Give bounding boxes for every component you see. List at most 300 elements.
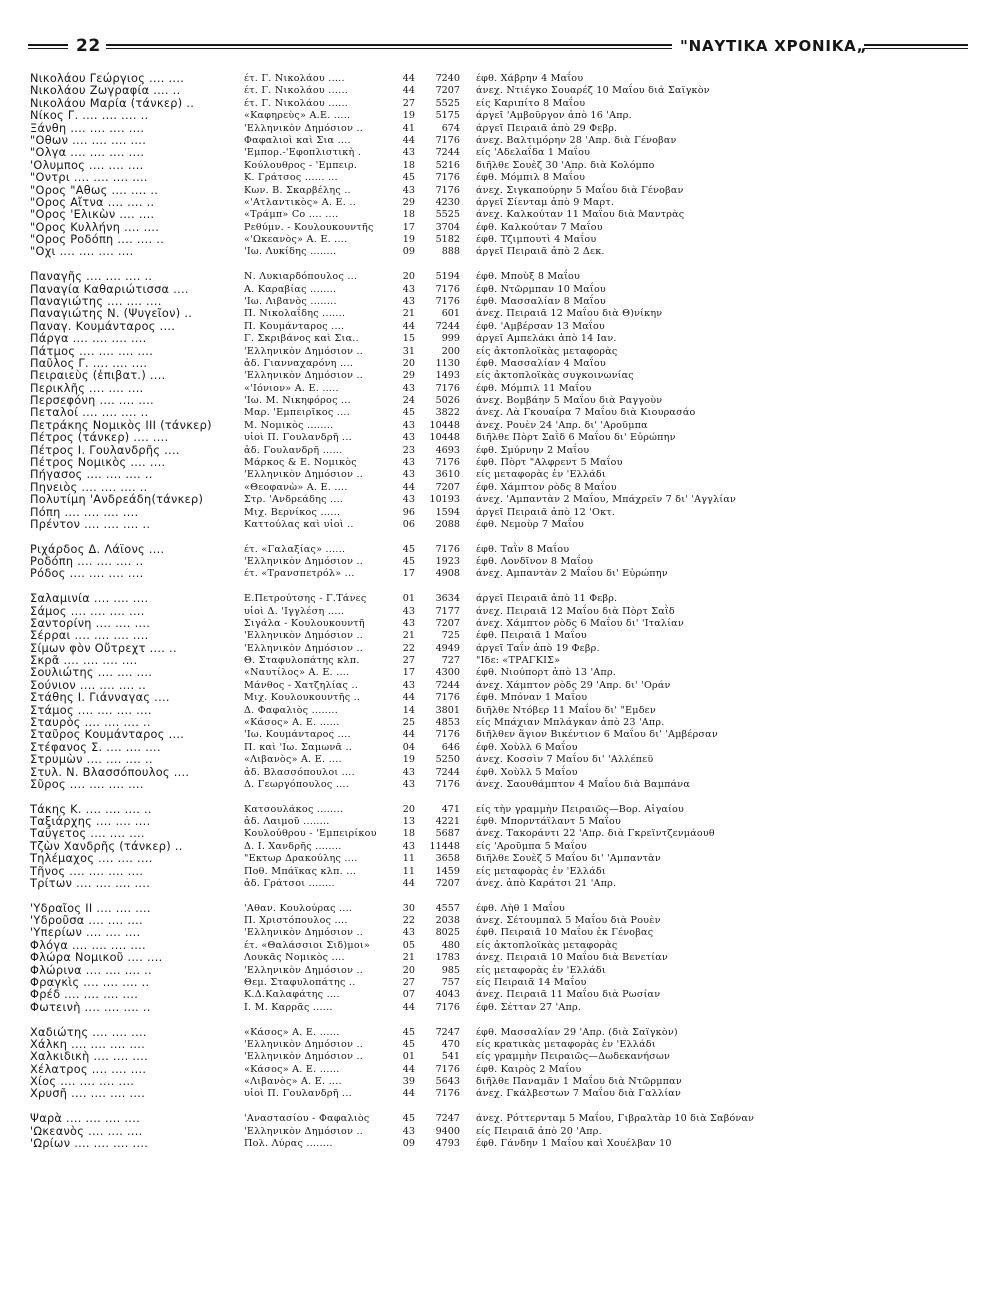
tonnage: 7176 bbox=[435, 1088, 460, 1100]
owner: υἱοὶ Π. Γουλανδρῆ ... bbox=[244, 432, 352, 444]
year-built: 11 bbox=[402, 865, 415, 877]
voyage-status: έφθ. Μασσαλίαν 8 Μαΐου bbox=[476, 295, 606, 307]
ship-name: Περικλῆς .... .... .... bbox=[30, 381, 144, 395]
ship-name: Φρέδ .... .... .... .... bbox=[30, 988, 139, 1002]
voyage-status: είς 'Αροῦμπα 5 Μαΐου bbox=[476, 840, 587, 852]
year-built: 43 bbox=[402, 1125, 415, 1137]
ship-row bbox=[30, 135, 970, 147]
ship-row bbox=[30, 568, 970, 580]
ship-row bbox=[30, 346, 970, 358]
year-built: 44 bbox=[402, 73, 415, 84]
year-built: 27 bbox=[402, 655, 415, 667]
ship-row bbox=[30, 544, 970, 556]
tonnage: 5216 bbox=[435, 159, 460, 171]
ship-row bbox=[30, 705, 970, 717]
ship-row bbox=[30, 729, 970, 741]
ship-row bbox=[30, 1138, 970, 1150]
voyage-status: έφθ. Πὸρτ "Αλφρεντ 5 Μαΐου bbox=[476, 457, 623, 469]
voyage-status: έφθ. 'Αμβέρσαν 13 Μαΐου bbox=[476, 320, 605, 332]
ship-name: Ροδόπη .... .... .... .. bbox=[30, 555, 144, 569]
voyage-status: άνεχ. Βομβάην 5 Μαΐου διὰ Ραγγοὺν bbox=[476, 395, 663, 407]
owner: 'Ελληνικὸν Δημόσιον .. bbox=[244, 1051, 364, 1063]
ship-row bbox=[30, 432, 970, 444]
voyage-status: άνεχ. Σιγκαπούρην 5 Μαΐου διὰ Γένοβαν bbox=[476, 184, 684, 196]
ship-row bbox=[30, 915, 970, 927]
ship-name: Σίμων φὸν Οὔτρεχτ .... .. bbox=[30, 641, 177, 655]
voyage-status: άνεχ. Ρόττερνταμ 5 Μαΐου, Γιβραλτὰρ 10 διὰ Σαβόναν bbox=[476, 1113, 755, 1125]
ship-row bbox=[30, 742, 970, 754]
year-built: 14 bbox=[402, 704, 415, 716]
ship-row bbox=[30, 185, 970, 197]
owner: ἀδ. Λαιμοῦ ........ bbox=[244, 816, 330, 828]
owner: 'Ελληνικὸν Δημόσιον .. bbox=[244, 1038, 364, 1050]
ship-row bbox=[30, 643, 970, 655]
voyage-status: διῆλθε Σουὲζ 30 'Απρ. διὰ Κολόμπο bbox=[476, 159, 655, 171]
ship-row bbox=[30, 407, 970, 419]
year-built: 45 bbox=[402, 172, 415, 184]
ship-row bbox=[30, 667, 970, 679]
voyage-status: άνεχ. Αμπαντὰν 2 Μαΐου δι' Εὐρώπην bbox=[476, 568, 668, 580]
voyage-status: έφθ. Λονδῖνον 8 Μαΐου bbox=[476, 556, 594, 568]
tonnage: 3610 bbox=[435, 469, 460, 481]
year-built: 25 bbox=[402, 717, 415, 729]
ship-row bbox=[30, 1113, 970, 1125]
year-built: 19 bbox=[402, 754, 415, 766]
tonnage: 7247 bbox=[435, 1026, 460, 1038]
ship-name: Ριχάρδος Δ. Λάϊονς .... bbox=[30, 542, 165, 556]
tonnage: 470 bbox=[441, 1038, 460, 1050]
owner: υἱοὶ Π. Γουλανδρῆ ... bbox=[244, 1088, 352, 1100]
ship-row bbox=[30, 680, 970, 692]
tonnage: 1130 bbox=[435, 357, 460, 369]
ship-name: Περσεφόνη .... .... .... bbox=[30, 394, 154, 408]
ship-name: Πέτρος Ι. Γουλανδρῆς .... bbox=[30, 443, 180, 457]
owner: 'Ελληνικὸν Δημόσιον .. bbox=[244, 1125, 364, 1137]
ship-row bbox=[30, 234, 970, 246]
tonnage: 11448 bbox=[429, 840, 460, 852]
tonnage: 5026 bbox=[435, 395, 460, 407]
owner: «'Ατλαντικὸς» Α. Ε. .. bbox=[244, 196, 356, 208]
ship-name: Στρυμὼν .... .... .... .. bbox=[30, 753, 153, 767]
owner: «Κάσος» Α. Ε. ...... bbox=[244, 1063, 340, 1075]
ship-name: Χάλκη .... .... .... .... bbox=[30, 1037, 146, 1051]
ship-name: Σταῦρος Κουμάνταρος .... bbox=[30, 728, 185, 742]
alphabet-section bbox=[30, 903, 970, 1015]
year-built: 27 bbox=[402, 977, 415, 989]
ship-name: Ψαρὰ .... .... .... .... bbox=[30, 1112, 140, 1126]
owner: Π. Νικολαΐδης ....... bbox=[244, 308, 346, 320]
tonnage: 7176 bbox=[435, 543, 460, 555]
year-built: 45 bbox=[402, 556, 415, 568]
owner: Ποθ. Μπάϊκας κλπ. ... bbox=[244, 865, 357, 877]
voyage-status: άνεχ. Γκάλβεστων 7 Μαΐου διὰ Γαλλίαν bbox=[476, 1088, 681, 1100]
tonnage: 674 bbox=[441, 122, 460, 134]
header-rule-right bbox=[864, 44, 968, 49]
ship-row bbox=[30, 977, 970, 989]
tonnage: 7207 bbox=[435, 481, 460, 493]
year-built: 19 bbox=[402, 110, 415, 122]
voyage-status: έφθ. Καιρὸς 2 Μαΐου bbox=[476, 1063, 582, 1075]
tonnage: 7240 bbox=[435, 73, 460, 84]
year-built: 43 bbox=[402, 382, 415, 394]
ship-name: Φωτεινὴ .... .... .... .. bbox=[30, 1000, 151, 1014]
ship-row bbox=[30, 457, 970, 469]
owner: Στρ. 'Ανδρεάδης .... bbox=[244, 494, 344, 506]
owner: Π. καὶ 'Ιω. Σαμωνᾶ .. bbox=[244, 741, 353, 753]
owner: 'Ελληνικὸν Δημόσιον .. bbox=[244, 630, 364, 642]
voyage-status: άργεῖ Σίενταμ ἀπὸ 9 Μαρτ. bbox=[476, 196, 615, 208]
tonnage: 5194 bbox=[435, 271, 460, 283]
ship-row bbox=[30, 1039, 970, 1051]
voyage-status: έφθ. Καλκούταν 7 Μαΐου bbox=[476, 221, 603, 233]
year-built: 17 bbox=[402, 221, 415, 233]
owner: έτ. «Θαλάσσιοι Σιδ)μοι» bbox=[244, 939, 371, 951]
owner: «Τράμπ» Co .... .... bbox=[244, 209, 339, 221]
year-built: 43 bbox=[402, 419, 415, 431]
ship-name: Πηνειὸς .... .... .... .. bbox=[30, 480, 148, 494]
owner: Ν. Λυκιαρδόπουλος ... bbox=[244, 271, 358, 283]
ship-name: Παναγιώτης .... .... .... bbox=[30, 294, 162, 308]
voyage-status: έφθ. Νιούπορτ ἀπὸ 13 'Απρ. bbox=[476, 667, 617, 679]
year-built: 44 bbox=[402, 320, 415, 332]
year-built: 44 bbox=[402, 85, 415, 97]
ship-name: "Ορος Αἴτνα .... .... .. bbox=[30, 195, 155, 209]
year-built: 07 bbox=[402, 989, 415, 1001]
journal-title: "ΝΑΥΤΙΚΑ ΧΡΟΝΙΚΑ„ bbox=[680, 37, 868, 55]
ship-row bbox=[30, 1076, 970, 1088]
voyage-status: έφθ. Σέτταν 27 'Απρ. bbox=[476, 1001, 582, 1013]
ship-name: Τάκης Κ. .... .... .... .. bbox=[30, 802, 152, 816]
owner: Κατσουλάκος ........ bbox=[244, 803, 344, 815]
owner: 'Ιω. Λυκίδης ........ bbox=[244, 246, 337, 258]
owner: «Ναυτίλος» Α. Ε. .... bbox=[244, 667, 350, 679]
tonnage: 999 bbox=[441, 333, 460, 345]
ship-row bbox=[30, 940, 970, 952]
voyage-status: άνεχ. Σέτουμπαλ 5 Μαΐου διὰ Ρουὲν bbox=[476, 915, 661, 927]
ship-name: Πετράκης Νομικὸς ΙΙΙ (τάνκερ) bbox=[30, 418, 212, 432]
owner: 'Ελληνικὸν Δημόσιον .. bbox=[244, 122, 364, 134]
owner: «Κάσος» Α. Ε. ...... bbox=[244, 717, 340, 729]
owner: Ι. Μ. Καρρᾶς ...... bbox=[244, 1001, 333, 1013]
year-built: 17 bbox=[402, 667, 415, 679]
owner: Μάνθος - Χατζηλίας .. bbox=[244, 679, 359, 691]
owner: 'Ελληνικὸν Δημόσιον .. bbox=[244, 964, 364, 976]
ship-name: Τηλέμαχος .... .... .... bbox=[30, 852, 153, 866]
alphabet-section bbox=[30, 1113, 970, 1150]
voyage-status: έφθ. Ντῶρμπαν 10 Μαΐου bbox=[476, 283, 606, 295]
tonnage: 5687 bbox=[435, 828, 460, 840]
ship-name: Χέλατρος .... .... .... bbox=[30, 1062, 147, 1076]
ship-row bbox=[30, 878, 970, 890]
owner: Πολ. Λύρας ........ bbox=[244, 1137, 333, 1149]
voyage-status: διῆλθε Πὸρτ Σαῒδ 6 Μαΐου δι' Εὐρώπην bbox=[476, 432, 676, 444]
tonnage: 5250 bbox=[435, 754, 460, 766]
voyage-status: έφθ. Μποὺξ 8 Μαΐου bbox=[476, 271, 581, 283]
tonnage: 3634 bbox=[435, 593, 460, 605]
year-built: 43 bbox=[402, 840, 415, 852]
voyage-status: είς μεταφορὰς ἐν 'Ελλάδι bbox=[476, 964, 606, 976]
tonnage: 7176 bbox=[435, 1063, 460, 1075]
ship-row bbox=[30, 494, 970, 506]
year-built: 96 bbox=[402, 506, 415, 518]
year-built: 20 bbox=[402, 271, 415, 283]
tonnage: 7177 bbox=[435, 605, 460, 617]
tonnage: 7244 bbox=[435, 320, 460, 332]
owner: υἱοὶ Δ. 'Ιγγλέση ..... bbox=[244, 605, 345, 617]
ship-name: Παῦλος Γ. .... .... .... bbox=[30, 356, 148, 370]
ship-row bbox=[30, 246, 970, 258]
tonnage: 7176 bbox=[435, 134, 460, 146]
alphabet-section bbox=[30, 271, 970, 531]
ship-name: Νικολάου Μαρία (τάνκερ) .. bbox=[30, 96, 195, 110]
owner: Κούλουθρος - 'Εμπειρ. bbox=[244, 159, 358, 171]
owner: Μιχ. Βερνίκος ...... bbox=[244, 506, 341, 518]
voyage-status: άνεχ. Χάμπτον ρὸδς 6 Μαΐου δι' 'Ιταλίαν bbox=[476, 617, 684, 629]
tonnage: 7176 bbox=[435, 778, 460, 790]
owner: Μάρκος & Ε. Νομικὸς bbox=[244, 457, 357, 469]
tonnage: 3801 bbox=[435, 704, 460, 716]
owner: Ρεθύμν. - Κουλουκουντῆς bbox=[244, 221, 374, 233]
year-built: 43 bbox=[402, 457, 415, 469]
voyage-status: άργεῖ Ταΐν ἀπὸ 19 Φεβρ. bbox=[476, 642, 600, 654]
year-built: 21 bbox=[402, 308, 415, 320]
ship-row bbox=[30, 828, 970, 840]
ship-name: Σουλιώτης .... .... .... bbox=[30, 666, 153, 680]
ship-name: Χίος .... .... .... .... bbox=[30, 1075, 135, 1089]
year-built: 43 bbox=[402, 432, 415, 444]
ship-row bbox=[30, 853, 970, 865]
year-built: 17 bbox=[402, 568, 415, 580]
owner: Φαφαλιοὶ καὶ Σια .... bbox=[244, 134, 351, 146]
tonnage: 725 bbox=[441, 630, 460, 642]
tonnage: 7247 bbox=[435, 1113, 460, 1125]
ship-name: 'Υδροῦσα .... .... .... bbox=[30, 914, 143, 928]
tonnage: 7176 bbox=[435, 184, 460, 196]
year-built: 01 bbox=[402, 1051, 415, 1063]
ship-list bbox=[30, 73, 970, 1163]
ship-row bbox=[30, 358, 970, 370]
owner: 'Ελληνικὸν Δημόσιον .. bbox=[244, 556, 364, 568]
tonnage: 4043 bbox=[435, 989, 460, 1001]
owner: Ε.Πετρούτσης - Γ.Τάνες bbox=[244, 593, 367, 605]
tonnage: 757 bbox=[441, 977, 460, 989]
ship-row bbox=[30, 556, 970, 568]
voyage-status: άνεχ. Σαουθάμπτον 4 Μαΐου διὰ Βαμπάνα bbox=[476, 778, 691, 790]
owner: ἀδ. Γράτσοι ........ bbox=[244, 878, 335, 890]
running-header bbox=[28, 36, 968, 58]
voyage-status: άνεχ. Βαλτιμόρην 28 'Απρ. διὰ Γένοβαν bbox=[476, 134, 677, 146]
ship-row bbox=[30, 692, 970, 704]
ship-row bbox=[30, 110, 970, 122]
owner: Κων. Β. Σκαρβέλης .. bbox=[244, 184, 351, 196]
ship-row bbox=[30, 147, 970, 159]
year-built: 22 bbox=[402, 915, 415, 927]
owner: «Λιβανὸς» Α. Ε. .... bbox=[244, 1076, 342, 1088]
tonnage: 4908 bbox=[435, 568, 460, 580]
voyage-status: άργεῖ Αμπελάκι ἀπὸ 14 Ιαν. bbox=[476, 333, 617, 345]
ship-name: Πάτμος .... .... .... .... bbox=[30, 344, 154, 358]
voyage-status: είς 'Αδελαΐδα 1 Μαΐου bbox=[476, 147, 591, 159]
tonnage: 7207 bbox=[435, 878, 460, 890]
year-built: 09 bbox=[402, 1137, 415, 1149]
owner: Κουλούθρου - 'Εμπειρίκου bbox=[244, 828, 377, 840]
ship-row bbox=[30, 1064, 970, 1076]
voyage-status: έφθ. Χοὺλλ 5 Μαΐου bbox=[476, 766, 578, 778]
year-built: 43 bbox=[402, 927, 415, 939]
ship-name: "Ορος Ροδόπη .... .... .. bbox=[30, 233, 165, 247]
ship-name: Νικολάου Γεώργιος .... .... bbox=[30, 72, 185, 85]
ship-name: Χαλκιδικὴ .... .... .... bbox=[30, 1050, 148, 1064]
year-built: 44 bbox=[402, 878, 415, 890]
tonnage: 3704 bbox=[435, 221, 460, 233]
owner: Μαρ. 'Εμπειρῖκος .... bbox=[244, 407, 350, 419]
ship-row bbox=[30, 606, 970, 618]
tonnage: 7176 bbox=[435, 457, 460, 469]
year-built: 44 bbox=[402, 481, 415, 493]
tonnage: 5643 bbox=[435, 1076, 460, 1088]
ship-name: Πειραιεὺς (ἐπιβατ.) .... bbox=[30, 369, 166, 383]
tonnage: 727 bbox=[441, 655, 460, 667]
year-built: 21 bbox=[402, 952, 415, 964]
owner: 'Ελληνικὸν Δημόσιον .. bbox=[244, 469, 364, 481]
ship-name: Στάθης Ι. Γιάνναγας .... bbox=[30, 691, 170, 705]
voyage-status: είς Καριπίτο 8 Μαΐου bbox=[476, 97, 586, 109]
tonnage: 1493 bbox=[435, 370, 460, 382]
ship-name: Φλώρινα .... .... .... .. bbox=[30, 963, 152, 977]
ship-row bbox=[30, 172, 970, 184]
ship-name: Σταυρὸς .... .... .... .. bbox=[30, 716, 151, 730]
tonnage: 5175 bbox=[435, 110, 460, 122]
tonnage: 1459 bbox=[435, 865, 460, 877]
tonnage: 1923 bbox=[435, 556, 460, 568]
year-built: 18 bbox=[402, 159, 415, 171]
ship-name: Πέτρος Νομικὸς .... .... bbox=[30, 456, 166, 470]
alphabet-section bbox=[30, 544, 970, 581]
owner: ἀδ. Γιανναχαρόνη .... bbox=[244, 357, 354, 369]
year-built: 43 bbox=[402, 494, 415, 506]
ship-row bbox=[30, 222, 970, 234]
owner: Δ. Φαφαλιὸς ........ bbox=[244, 704, 339, 716]
ship-name: Στάμος .... .... .... .... bbox=[30, 703, 152, 717]
tonnage: 7244 bbox=[435, 147, 460, 159]
ship-row bbox=[30, 284, 970, 296]
ship-name: Ρόδος .... .... .... .... bbox=[30, 567, 144, 581]
owner: 'Ελληνικὸν Δημόσιον .. bbox=[244, 642, 364, 654]
ship-name: Ταΰγετος .... .... .... bbox=[30, 827, 145, 841]
voyage-status: άνεχ. Πειραιᾶ 12 Μαΐου διὰ Πὸρτ Σαῒδ bbox=[476, 605, 675, 617]
ship-row bbox=[30, 308, 970, 320]
tonnage: 200 bbox=[441, 345, 460, 357]
owner: Καττούλας καὶ υἱοὶ .. bbox=[244, 518, 354, 530]
voyage-status: άνεχ. 'Αμπαντὰν 2 Μαΐου, Μπάχρεϊν 7 δι' 'Αγγλίαν bbox=[476, 494, 737, 506]
year-built: 43 bbox=[402, 469, 415, 481]
year-built: 21 bbox=[402, 630, 415, 642]
owner: «Καφηρεὺς» Α.Ε. ..... bbox=[244, 110, 351, 122]
ship-row bbox=[30, 1051, 970, 1063]
ship-name: Σάμος .... .... .... .... bbox=[30, 604, 145, 618]
ship-row bbox=[30, 866, 970, 878]
tonnage: 888 bbox=[441, 246, 460, 258]
header-rule-middle bbox=[106, 44, 672, 49]
ship-name: 'Ωκεανὸς .... .... .... bbox=[30, 1124, 143, 1138]
voyage-status: άνεχ. Πειραιᾶ 12 Μαΐου διὰ Θ)νίκην bbox=[476, 308, 663, 320]
owner: «Κάσος» Α. Ε. ...... bbox=[244, 1026, 340, 1038]
tonnage: 7176 bbox=[435, 295, 460, 307]
tonnage: 4221 bbox=[435, 816, 460, 828]
ship-row bbox=[30, 779, 970, 791]
voyage-status: είς γραμμὴν Πειραιῶς—Δωδεκανήσων bbox=[476, 1051, 671, 1063]
tonnage: 5525 bbox=[435, 97, 460, 109]
ship-name: Χρυσῆ .... .... .... .... bbox=[30, 1087, 146, 1101]
year-built: 15 bbox=[402, 333, 415, 345]
voyage-status: άνεχ. Κοσσὶν 7 Μαΐου δι' 'Αλλέπεϋ bbox=[476, 754, 654, 766]
tonnage: 4300 bbox=[435, 667, 460, 679]
voyage-status: έφθ. Μασσαλίαν 29 'Απρ. (διὰ Σαϊγκὸν) bbox=[476, 1026, 678, 1038]
owner: Κ.Δ.Καλαφάτης .... bbox=[244, 989, 340, 1001]
tonnage: 4853 bbox=[435, 717, 460, 729]
ship-row bbox=[30, 655, 970, 667]
owner: 'Ελληνικὸν Δημόσιον .. bbox=[244, 345, 364, 357]
owner: Π. Κουμάνταρος .... bbox=[244, 320, 345, 332]
tonnage: 480 bbox=[441, 939, 460, 951]
voyage-status: έφθ. Μπόναν 1 Μαΐου bbox=[476, 692, 588, 704]
ship-row bbox=[30, 209, 970, 221]
owner: έτ. «Τρανσπετρόλ» ... bbox=[244, 568, 355, 580]
alphabet-section bbox=[30, 804, 970, 891]
ship-name: "Οντρι .... .... .... .... bbox=[30, 171, 148, 185]
year-built: 20 bbox=[402, 803, 415, 815]
tonnage: 1783 bbox=[435, 952, 460, 964]
owner: 'Ιω. Λιβανὸς ........ bbox=[244, 295, 337, 307]
ship-row bbox=[30, 197, 970, 209]
owner: Δ. Γεωργόπουλος .... bbox=[244, 778, 350, 790]
tonnage: 985 bbox=[441, 964, 460, 976]
year-built: 44 bbox=[402, 1088, 415, 1100]
year-built: 23 bbox=[402, 444, 415, 456]
ship-row bbox=[30, 767, 970, 779]
header-rule-left bbox=[28, 44, 68, 49]
tonnage: 3822 bbox=[435, 407, 460, 419]
ship-name: Τζὼν Χανδρῆς (τάνκερ) .. bbox=[30, 839, 183, 853]
year-built: 31 bbox=[402, 345, 415, 357]
year-built: 20 bbox=[402, 357, 415, 369]
ship-name: Τρίτων .... .... .... .... bbox=[30, 877, 151, 891]
ship-row bbox=[30, 952, 970, 964]
ship-row bbox=[30, 321, 970, 333]
ship-name: 'Ολυμπος .... .... .... bbox=[30, 158, 144, 172]
tonnage: 10193 bbox=[429, 494, 460, 506]
tonnage: 2038 bbox=[435, 915, 460, 927]
tonnage: 4230 bbox=[435, 196, 460, 208]
ship-name: Παναγία Καθαριώτισσα .... bbox=[30, 282, 189, 296]
year-built: 44 bbox=[402, 692, 415, 704]
voyage-status: διῆλθε Σουὲζ 5 Μαΐου δι' 'Αμπαντὰν bbox=[476, 853, 661, 865]
ship-name: 'Υδραῖος ΙΙ .... .... .... bbox=[30, 901, 151, 915]
year-built: 24 bbox=[402, 395, 415, 407]
year-built: 43 bbox=[402, 679, 415, 691]
ship-name: Ξάνθη .... .... .... .... bbox=[30, 121, 145, 135]
tonnage: 1594 bbox=[435, 506, 460, 518]
year-built: 44 bbox=[402, 729, 415, 741]
owner: "Εκτωρ Δρακούλης .... bbox=[244, 853, 358, 865]
voyage-status: έφθ. Σμύρνην 2 Μαΐου bbox=[476, 444, 590, 456]
voyage-status: έφθ. Χάμπτον ρὸδς 8 Μαΐου bbox=[476, 481, 617, 493]
year-built: 45 bbox=[402, 1038, 415, 1050]
tonnage: 5525 bbox=[435, 209, 460, 221]
voyage-status: είς τὴν γραμμὴν Πειραιῶς—Βορ. Αἰγαίου bbox=[476, 803, 685, 815]
ship-name: Πόπη .... .... .... .... bbox=[30, 505, 139, 519]
ship-row bbox=[30, 445, 970, 457]
